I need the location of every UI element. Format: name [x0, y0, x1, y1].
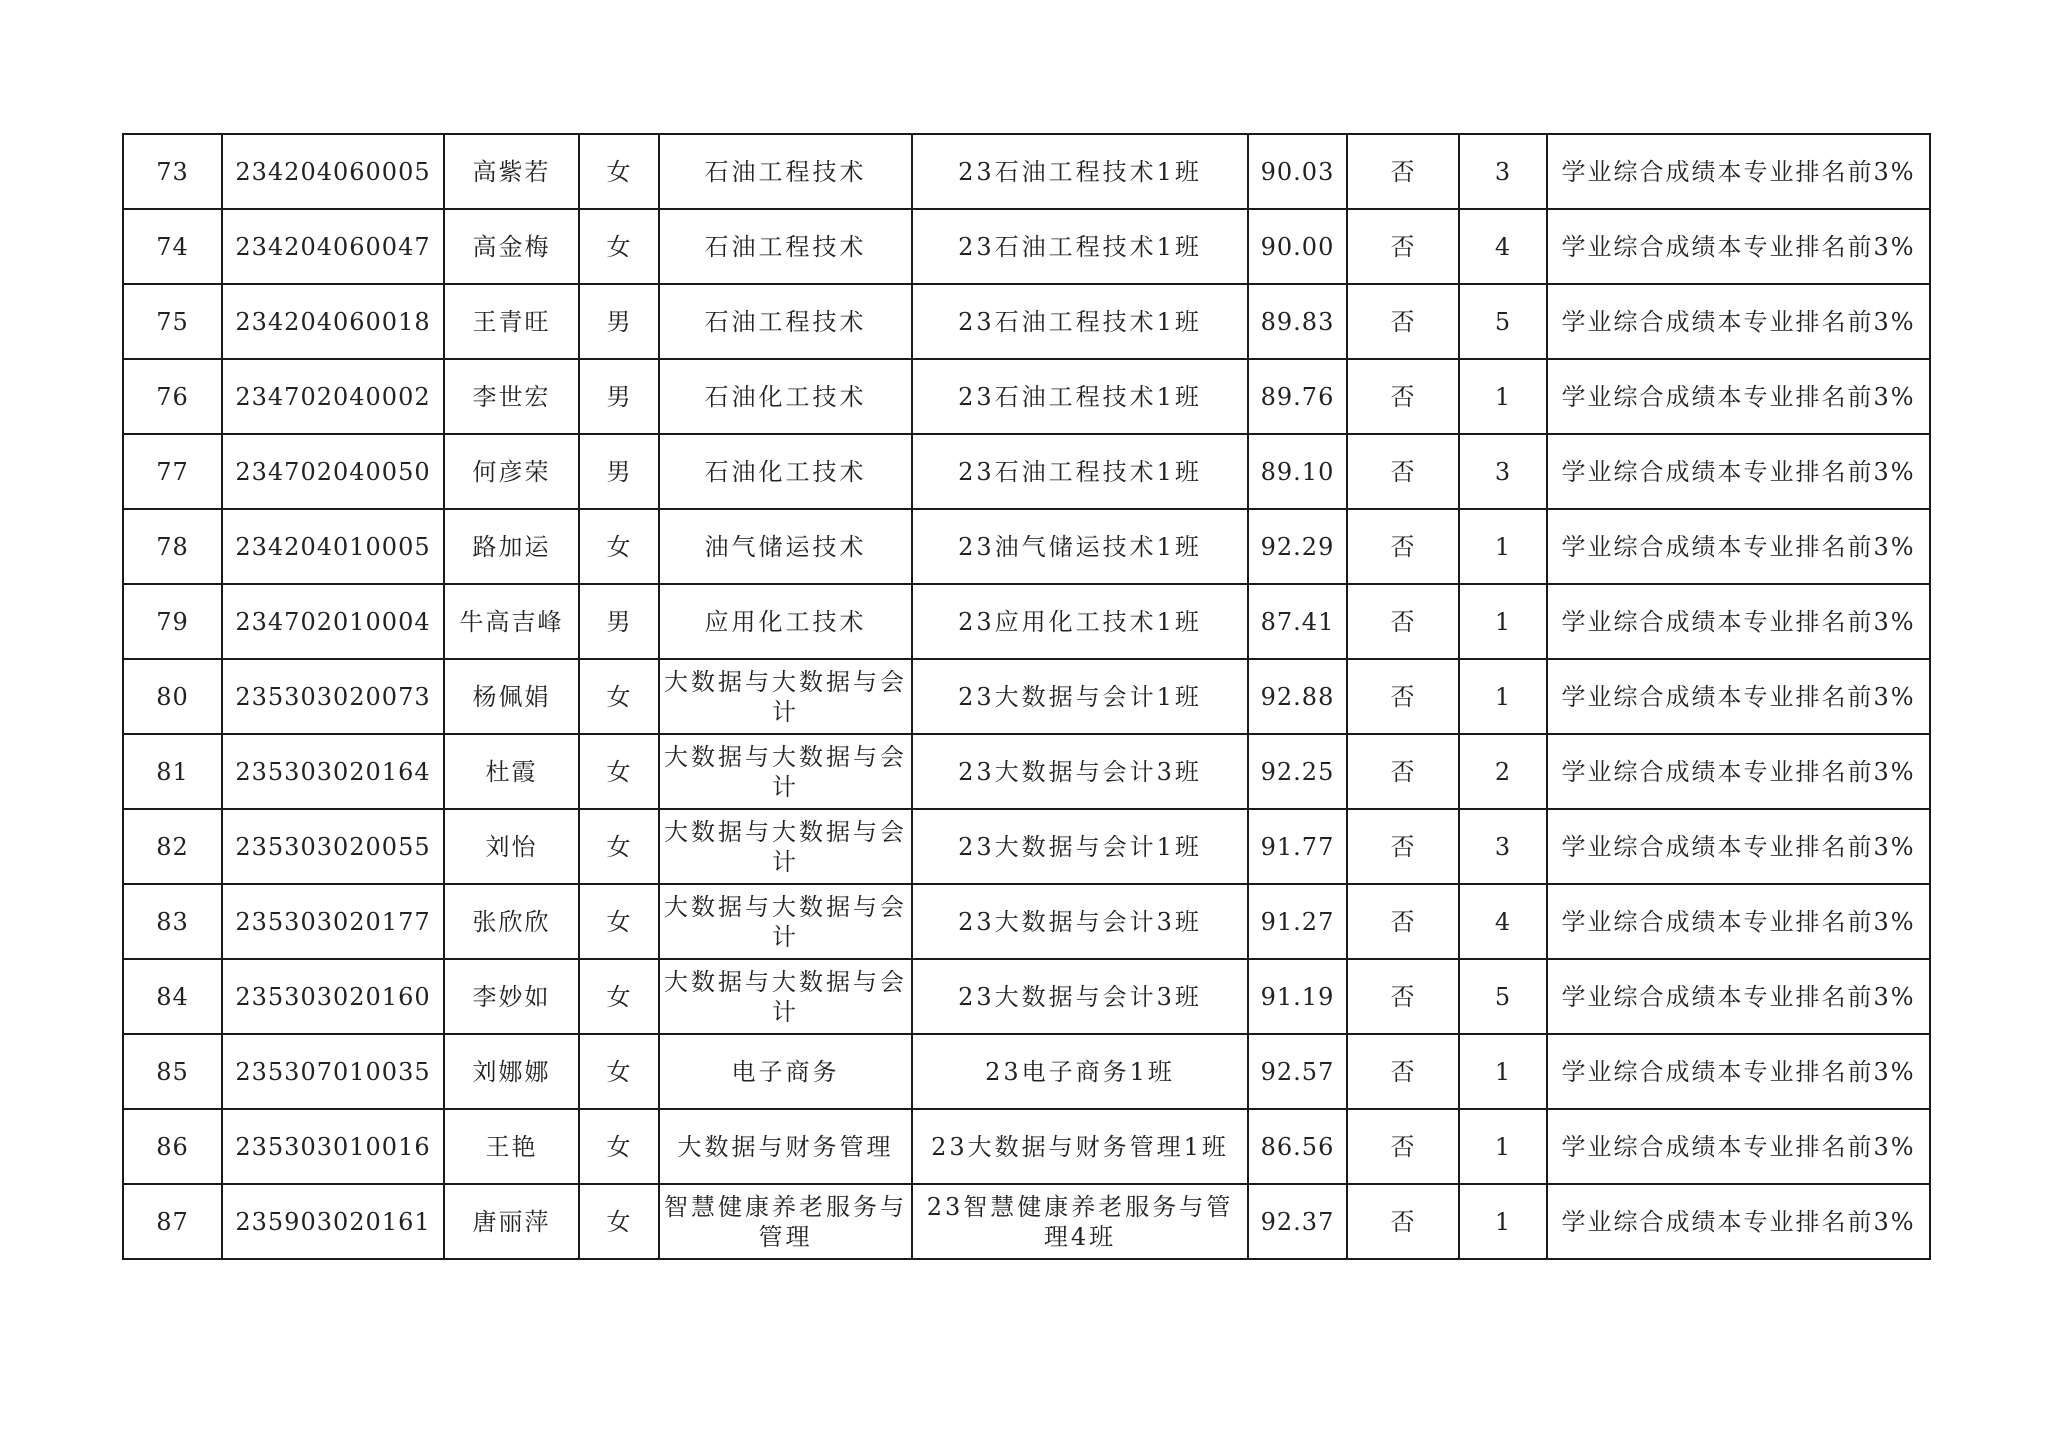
cell-flag: 否: [1347, 509, 1459, 584]
cell-name: 张欣欣: [444, 884, 579, 959]
cell-name: 李世宏: [444, 359, 579, 434]
cell-flag: 否: [1347, 659, 1459, 734]
cell-no: 75: [123, 284, 222, 359]
cell-major: 石油化工技术: [659, 434, 912, 509]
cell-gender: 女: [579, 1109, 659, 1184]
cell-class: 23石油工程技术1班: [912, 284, 1248, 359]
cell-rank: 5: [1459, 959, 1547, 1034]
cell-gender: 女: [579, 884, 659, 959]
cell-gender: 女: [579, 659, 659, 734]
cell-score: 90.03: [1248, 134, 1347, 209]
cell-note: 学业综合成绩本专业排名前3%: [1547, 509, 1930, 584]
cell-student-id: 235303020073: [222, 659, 444, 734]
cell-flag: 否: [1347, 1034, 1459, 1109]
cell-no: 78: [123, 509, 222, 584]
cell-gender: 女: [579, 509, 659, 584]
cell-note: 学业综合成绩本专业排名前3%: [1547, 134, 1930, 209]
cell-major: 大数据与大数据与会计: [659, 659, 912, 734]
cell-note: 学业综合成绩本专业排名前3%: [1547, 359, 1930, 434]
cell-student-id: 234702010004: [222, 584, 444, 659]
cell-student-id: 235303020177: [222, 884, 444, 959]
cell-flag: 否: [1347, 134, 1459, 209]
cell-major: 应用化工技术: [659, 584, 912, 659]
cell-name: 刘娜娜: [444, 1034, 579, 1109]
cell-note: 学业综合成绩本专业排名前3%: [1547, 584, 1930, 659]
cell-flag: 否: [1347, 959, 1459, 1034]
cell-class: 23应用化工技术1班: [912, 584, 1248, 659]
cell-score: 91.27: [1248, 884, 1347, 959]
cell-score: 87.41: [1248, 584, 1347, 659]
table-row: [123, 1109, 1930, 1184]
cell-name: 唐丽萍: [444, 1184, 579, 1259]
cell-name: 高金梅: [444, 209, 579, 284]
table-row: [123, 434, 1930, 509]
cell-rank: 1: [1459, 1034, 1547, 1109]
cell-name: 刘怡: [444, 809, 579, 884]
cell-major: 大数据与大数据与会计: [659, 809, 912, 884]
cell-note: 学业综合成绩本专业排名前3%: [1547, 959, 1930, 1034]
cell-rank: 1: [1459, 659, 1547, 734]
cell-note: 学业综合成绩本专业排名前3%: [1547, 659, 1930, 734]
cell-class: 23石油工程技术1班: [912, 434, 1248, 509]
cell-flag: 否: [1347, 1184, 1459, 1259]
cell-note: 学业综合成绩本专业排名前3%: [1547, 1034, 1930, 1109]
cell-student-id: 235303020055: [222, 809, 444, 884]
cell-major: 智慧健康养老服务与管理: [659, 1184, 912, 1259]
cell-flag: 否: [1347, 359, 1459, 434]
cell-major: 石油工程技术: [659, 134, 912, 209]
cell-class: 23智慧健康养老服务与管理4班: [912, 1184, 1248, 1259]
cell-rank: 1: [1459, 584, 1547, 659]
cell-no: 84: [123, 959, 222, 1034]
cell-no: 77: [123, 434, 222, 509]
table-row: [123, 509, 1930, 584]
cell-no: 81: [123, 734, 222, 809]
cell-rank: 1: [1459, 509, 1547, 584]
cell-class: 23石油工程技术1班: [912, 209, 1248, 284]
table-row: [123, 134, 1930, 209]
cell-score: 92.25: [1248, 734, 1347, 809]
cell-student-id: 235307010035: [222, 1034, 444, 1109]
cell-flag: 否: [1347, 584, 1459, 659]
cell-rank: 1: [1459, 1184, 1547, 1259]
cell-student-id: 234204060047: [222, 209, 444, 284]
cell-score: 91.19: [1248, 959, 1347, 1034]
cell-major: 大数据与财务管理: [659, 1109, 912, 1184]
cell-note: 学业综合成绩本专业排名前3%: [1547, 884, 1930, 959]
cell-name: 王青旺: [444, 284, 579, 359]
cell-score: 92.88: [1248, 659, 1347, 734]
cell-student-id: 234702040002: [222, 359, 444, 434]
cell-no: 85: [123, 1034, 222, 1109]
cell-class: 23大数据与会计3班: [912, 734, 1248, 809]
table-row: [123, 659, 1930, 734]
cell-class: 23电子商务1班: [912, 1034, 1248, 1109]
cell-note: 学业综合成绩本专业排名前3%: [1547, 434, 1930, 509]
cell-note: 学业综合成绩本专业排名前3%: [1547, 809, 1930, 884]
cell-student-id: 234204010005: [222, 509, 444, 584]
cell-major: 石油工程技术: [659, 209, 912, 284]
table-row: [123, 809, 1930, 884]
cell-name: 李妙如: [444, 959, 579, 1034]
cell-major: 大数据与大数据与会计: [659, 734, 912, 809]
cell-no: 83: [123, 884, 222, 959]
cell-name: 杜霞: [444, 734, 579, 809]
table-row: [123, 959, 1930, 1034]
cell-rank: 3: [1459, 809, 1547, 884]
cell-student-id: 235303020160: [222, 959, 444, 1034]
cell-class: 23大数据与财务管理1班: [912, 1109, 1248, 1184]
cell-gender: 女: [579, 959, 659, 1034]
cell-gender: 女: [579, 134, 659, 209]
cell-gender: 女: [579, 734, 659, 809]
cell-score: 89.83: [1248, 284, 1347, 359]
cell-flag: 否: [1347, 434, 1459, 509]
cell-score: 91.77: [1248, 809, 1347, 884]
cell-no: 76: [123, 359, 222, 434]
cell-no: 86: [123, 1109, 222, 1184]
cell-name: 路加运: [444, 509, 579, 584]
cell-rank: 3: [1459, 434, 1547, 509]
cell-score: 92.57: [1248, 1034, 1347, 1109]
cell-rank: 1: [1459, 1109, 1547, 1184]
cell-score: 89.10: [1248, 434, 1347, 509]
cell-note: 学业综合成绩本专业排名前3%: [1547, 284, 1930, 359]
cell-rank: 5: [1459, 284, 1547, 359]
cell-major: 石油工程技术: [659, 284, 912, 359]
cell-class: 23油气储运技术1班: [912, 509, 1248, 584]
cell-no: 73: [123, 134, 222, 209]
cell-flag: 否: [1347, 734, 1459, 809]
cell-no: 82: [123, 809, 222, 884]
cell-gender: 女: [579, 1184, 659, 1259]
cell-name: 何彦荣: [444, 434, 579, 509]
cell-rank: 1: [1459, 359, 1547, 434]
cell-rank: 4: [1459, 884, 1547, 959]
cell-student-id: 234204060018: [222, 284, 444, 359]
cell-score: 92.29: [1248, 509, 1347, 584]
cell-class: 23大数据与会计3班: [912, 884, 1248, 959]
cell-name: 高紫若: [444, 134, 579, 209]
student-roster-table: [122, 133, 1931, 1260]
table-row: [123, 584, 1930, 659]
cell-flag: 否: [1347, 209, 1459, 284]
cell-name: 杨佩娟: [444, 659, 579, 734]
cell-gender: 男: [579, 434, 659, 509]
cell-flag: 否: [1347, 809, 1459, 884]
cell-class: 23石油工程技术1班: [912, 359, 1248, 434]
cell-rank: 3: [1459, 134, 1547, 209]
table-row: [123, 734, 1930, 809]
cell-rank: 4: [1459, 209, 1547, 284]
cell-student-id: 235303010016: [222, 1109, 444, 1184]
cell-no: 80: [123, 659, 222, 734]
cell-major: 大数据与大数据与会计: [659, 959, 912, 1034]
table-row: [123, 884, 1930, 959]
cell-note: 学业综合成绩本专业排名前3%: [1547, 209, 1930, 284]
cell-class: 23大数据与会计1班: [912, 809, 1248, 884]
cell-score: 86.56: [1248, 1109, 1347, 1184]
cell-gender: 男: [579, 584, 659, 659]
cell-gender: 男: [579, 284, 659, 359]
cell-gender: 女: [579, 1034, 659, 1109]
cell-gender: 女: [579, 209, 659, 284]
cell-score: 90.00: [1248, 209, 1347, 284]
cell-student-id: 234204060005: [222, 134, 444, 209]
roster-body: [123, 134, 1930, 1259]
cell-note: 学业综合成绩本专业排名前3%: [1547, 734, 1930, 809]
cell-student-id: 235903020161: [222, 1184, 444, 1259]
cell-score: 89.76: [1248, 359, 1347, 434]
table-row: [123, 284, 1930, 359]
table-row: [123, 1034, 1930, 1109]
cell-rank: 2: [1459, 734, 1547, 809]
cell-name: 王艳: [444, 1109, 579, 1184]
cell-class: 23大数据与会计1班: [912, 659, 1248, 734]
cell-name: 牛高吉峰: [444, 584, 579, 659]
cell-flag: 否: [1347, 284, 1459, 359]
cell-student-id: 234702040050: [222, 434, 444, 509]
cell-note: 学业综合成绩本专业排名前3%: [1547, 1184, 1930, 1259]
cell-note: 学业综合成绩本专业排名前3%: [1547, 1109, 1930, 1184]
cell-major: 电子商务: [659, 1034, 912, 1109]
cell-major: 石油化工技术: [659, 359, 912, 434]
cell-no: 87: [123, 1184, 222, 1259]
table-row: [123, 359, 1930, 434]
cell-major: 油气储运技术: [659, 509, 912, 584]
cell-class: 23石油工程技术1班: [912, 134, 1248, 209]
cell-no: 74: [123, 209, 222, 284]
cell-flag: 否: [1347, 884, 1459, 959]
cell-student-id: 235303020164: [222, 734, 444, 809]
cell-major: 大数据与大数据与会计: [659, 884, 912, 959]
cell-gender: 女: [579, 809, 659, 884]
cell-gender: 男: [579, 359, 659, 434]
cell-no: 79: [123, 584, 222, 659]
table-row: [123, 209, 1930, 284]
cell-flag: 否: [1347, 1109, 1459, 1184]
cell-score: 92.37: [1248, 1184, 1347, 1259]
table-row: [123, 1184, 1930, 1259]
cell-class: 23大数据与会计3班: [912, 959, 1248, 1034]
